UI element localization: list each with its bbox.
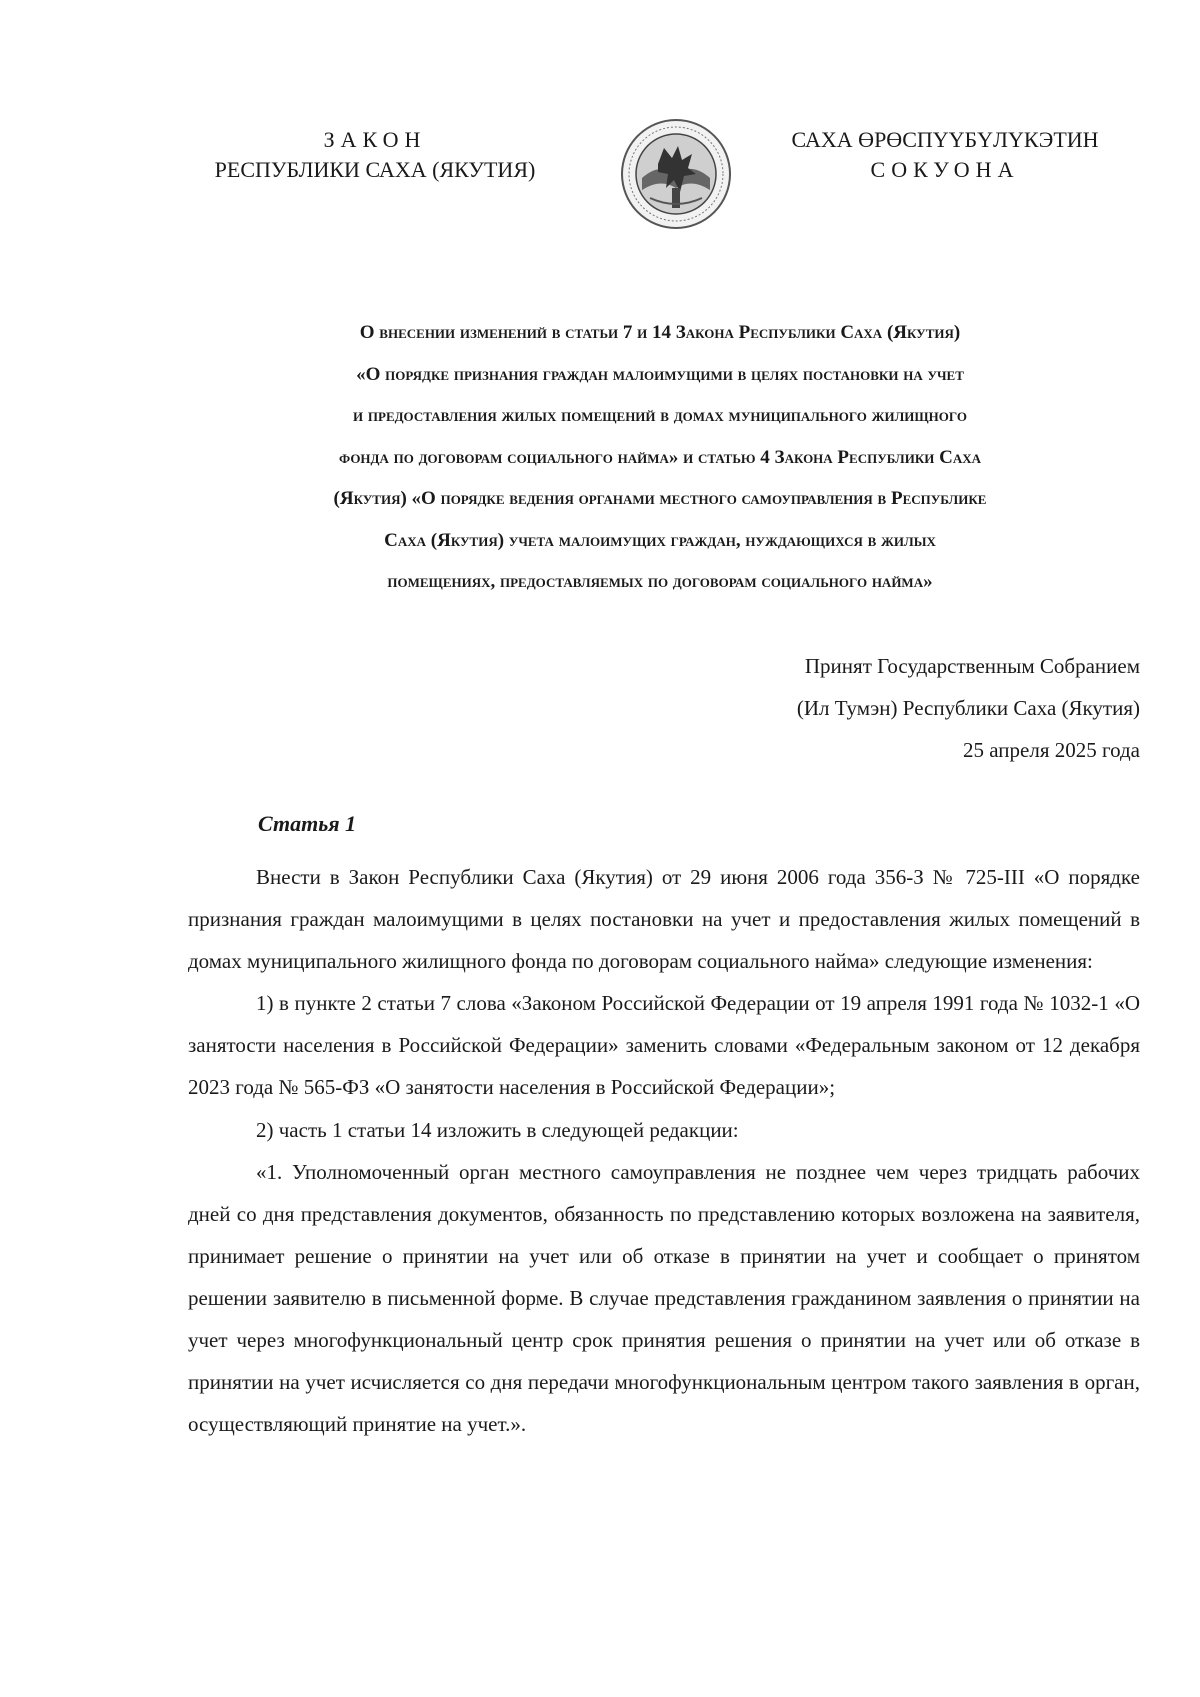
- coat-of-arms-emblem-icon: [620, 118, 732, 230]
- header-right-block: [775, 125, 1115, 185]
- title-line: фонда по договорам социального найма» и статью 4 Закона Республики Саха: [339, 446, 981, 468]
- adoption-date: 25 апреля 2025 года: [963, 738, 1140, 762]
- title-line: и предоставления жилых помещений в домах муниципального жилищного: [353, 405, 967, 426]
- document-title: [180, 312, 1140, 603]
- republic-name-sah: САХА ӨРӨСПҮҮБҮЛҮКЭТИН: [791, 127, 1099, 152]
- article-paragraph: «1. Уполномоченный орган местного самоуправления не позднее чем через тридцать рабочих дней со дня представления документов, обязанность по представлению которых возложена на заявителя, принимает решение о принятии на учет или об отказе в принятии на учет и сообщает о принятом решении заявителю в письменной форме. В случае представления гражданином заявления о принятии на учет через многофункциональный центр срок принятия решения о принятии на учет или об отказе в принятии на учет исчисляется со дня передачи многофункциональным центром такого заявления в орган, осуществляющий принятие на учет.».: [188, 1159, 1140, 1437]
- title-line: О внесении изменений в статьи 7 и 14 Закона Республики Саха (Якутия): [359, 322, 961, 343]
- law-title-sah: СОКУОНА: [870, 157, 1020, 182]
- header-left-block: [195, 125, 555, 185]
- title-line: «О порядке признания граждан малоимущими в целях постановки на учет: [356, 363, 964, 385]
- law-title-ru: ЗАКОН: [323, 127, 427, 152]
- article-body: [188, 856, 1140, 1445]
- article-paragraph: 1) в пункте 2 статьи 7 слова «Законом Российской Федерации от 19 апреля 1991 года № 1032-1 «О занятости населения в Российской Федерации» заменить словами «Федеральным законом от 12 декабря 2023 года № 565-ФЗ «О занятости населения в Российской Федерации»;: [188, 991, 1140, 1100]
- article-paragraph: Внести в Закон Республики Саха (Якутия) от 29 июня 2006 года 356-З № 725-III «О порядке признания граждан малоимущими в целях постановки на учет и предоставления жилых помещений в домах муниципального жилищного фонда по договорам социального найма» следующие изменения:: [188, 865, 1140, 974]
- title-line: Саха (Якутия) учета малоимущих граждан, нуждающихся в жилых: [384, 529, 936, 551]
- adoption-line: Принят Государственным Собранием: [804, 654, 1140, 678]
- article-heading: Статья 1: [258, 811, 357, 836]
- title-line: (Якутия) «О порядке ведения органами местного самоуправления в Республике: [333, 488, 987, 509]
- adoption-block: [540, 645, 1140, 771]
- adoption-line: (Ил Тумэн) Республики Саха (Якутия): [796, 696, 1140, 720]
- article-paragraph: 2) часть 1 статьи 14 изложить в следующей редакции:: [256, 1117, 739, 1142]
- republic-name-ru: РЕСПУБЛИКИ САХА (ЯКУТИЯ): [214, 157, 536, 182]
- title-line: помещениях, предоставляемых по договорам социального найма»: [387, 571, 933, 592]
